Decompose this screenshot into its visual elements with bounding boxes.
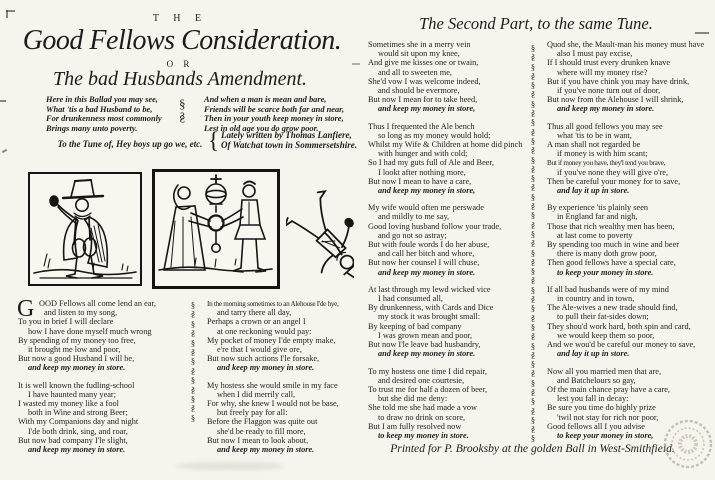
verse-line: to keep my money in store. (378, 430, 469, 440)
printer-ornament-icon: § (190, 365, 196, 376)
verse-line: By spending too much in wine and beer (547, 240, 680, 250)
verse-line: But now I mean to look about, (207, 435, 309, 445)
verse-line: if money is with him scant; (557, 149, 648, 159)
verse-line: to pull their fat-sides down; (557, 312, 649, 322)
verse-line: Be sure you time do highly prize (547, 403, 656, 413)
verse-line: and call her bitch and whore, (378, 249, 475, 259)
printer-ornament-icon: § (530, 52, 536, 63)
printer-ornament-icon: § (530, 126, 536, 137)
printer-ornament-icon: § (530, 303, 536, 314)
verse-line: lest you fall in decay: (557, 394, 629, 404)
printer-ornament-icon: § (190, 347, 196, 358)
printer-ornament-icon: § (530, 256, 536, 267)
printer-ornament-icon: § (190, 403, 196, 414)
verse-line: But now I mean for to take heed, (368, 95, 478, 105)
stanza (368, 40, 525, 114)
verse-line: A man shall not regarded be (547, 140, 641, 150)
stanza (207, 381, 355, 455)
verse-line: And give me kisses one or twain, (368, 58, 479, 68)
printer-ornament-icon: § (530, 266, 536, 277)
verse-line: My wife would often me perswade (368, 203, 484, 213)
printer-ornament-icon: § (530, 43, 536, 53)
verse-line: By drunkenness, with Cards and Dice (368, 303, 494, 313)
printer-ornament-icon: § (530, 191, 536, 202)
text-line: For drunkenness most commonly (46, 114, 162, 124)
verse-line: what 'tis to be in want, (557, 130, 632, 140)
verse-line: They shou'd work hard, both spin and card, (547, 321, 691, 331)
text-line: Brings many unto poverty. (46, 124, 138, 134)
part1-col1 (17, 296, 182, 462)
verse-line: Before the Flaggon was quite out (207, 417, 318, 427)
verse-line: Good loving husband follow your trade, (368, 221, 502, 231)
author-brace: { (208, 128, 220, 153)
verse-line: would sit upon my knee, (378, 49, 460, 59)
part2-col2 (547, 40, 715, 448)
verse-line: Thus I frequented the Ale bench (368, 121, 475, 131)
part2-column-divider-ornament (526, 44, 540, 444)
verse-line: OOD Fellows all come lend an ear, (39, 299, 156, 308)
printer-ornament-icon: § (530, 433, 536, 444)
verse-line: 'twil not stay for rich nor poor, (557, 412, 659, 422)
printer-ornament-icon: § (190, 375, 196, 386)
stanza (207, 299, 355, 373)
verse-line: and keep my money in store, (378, 104, 476, 114)
printer-ornament-icon: § (530, 108, 536, 119)
printer-ornament-icon: § (190, 328, 196, 339)
verse-line: By spending of my money too free, (18, 335, 136, 345)
printer-ornament-icon: § (530, 349, 536, 360)
verse-line: in country and in town, (557, 294, 635, 304)
verse-line: e're that I would give ore, (217, 345, 302, 355)
printer-ornament-icon: § (530, 275, 536, 286)
verse-line: But if money you have, they'l tend you brave, (547, 158, 666, 168)
verse-line: to keep your money in store. (557, 267, 654, 277)
printer-ornament-icon: § (530, 135, 536, 146)
verse-line: my stock it was brought small: (378, 312, 481, 322)
intro-quatrain-right (204, 95, 356, 134)
verse-line: and should be evermore, (378, 86, 460, 96)
printer-ornament-icon: § (530, 182, 536, 193)
printer-ornament-icon: § (530, 368, 536, 379)
woodcut-tumbling-man (286, 172, 354, 286)
part2-heading: The Second Part, to the same Tune. (419, 14, 653, 33)
verse-line: She told me she had made a vow (368, 403, 477, 413)
tune-line: To the Tune of, Hey boys up go we, etc. (57, 139, 203, 149)
verse-line: By experience 'tis plainly seen (547, 203, 649, 213)
verse-line: and keep my money in store. (557, 104, 655, 114)
printer-ornament-icon: § (530, 396, 536, 407)
printer-ornament-icon: § (179, 96, 186, 111)
printer-ornament-icon: § (190, 412, 196, 423)
verse-line: To trust me for half a dozen of beer, (368, 384, 488, 394)
stanza (547, 40, 715, 114)
scan-artifact (6, 10, 8, 18)
stanza (368, 122, 525, 196)
verse-line: I have haunted many year; (28, 389, 117, 399)
verse-line: Now all you married men that are, (547, 366, 662, 376)
printer-ornament-icon: § (530, 405, 536, 416)
verse-line: My hostess she would smile in my face (207, 380, 338, 390)
printer-ornament-icon: § (530, 331, 536, 342)
verse-line: She'd vow I was welcome indeed, (368, 76, 481, 86)
printer-ornament-icon: § (530, 238, 536, 249)
text-line: Friends will be scarce both far and near, (204, 104, 345, 114)
scan-smudge (175, 462, 285, 470)
woodcut-couple-holding-ring-under-orb (152, 169, 280, 289)
verse-line: and lay it up in store. (557, 349, 630, 359)
printer-ornament-icon: § (530, 154, 536, 165)
printer-ornament-icon: § (190, 394, 196, 405)
woodcut-man-in-hat-and-cape (28, 172, 142, 286)
verse-line: also I must pay excise, (557, 49, 633, 59)
verse-line: But now a good Husband I will be, (18, 354, 135, 364)
verse-line: but freely pay for all: (217, 408, 288, 418)
quatrain-brace-ornament (179, 97, 186, 123)
verse-line: when I did merrily call, (217, 389, 296, 399)
printer-ornament-icon: § (530, 163, 536, 174)
verse-line: and mildly to me say, (378, 212, 450, 222)
verse-line: I'de both drink, sing, and roar, (28, 426, 128, 436)
verse-line: So I had my guts full of Ale and Beer, (368, 158, 494, 168)
verse-line: both in Wine and strong Beer; (28, 408, 128, 418)
stanza (18, 381, 182, 455)
verse-line: To my hostess one time I did repair, (368, 366, 487, 376)
author-credit (221, 130, 357, 150)
printer-ornament-icon: § (530, 219, 536, 230)
verse-line: Thus all good fellows you may see (547, 121, 663, 131)
verse-line: But I am fully resolved now (368, 421, 462, 431)
verse-line: If I should trust every drunken knave (547, 58, 671, 68)
verse-line: But with foule words I do her abuse, (368, 240, 490, 250)
verse-line: and go not so astray; (378, 230, 447, 240)
verse-line: at one reckoning would pay: (217, 326, 312, 336)
verse-line: Of the main chance pray have a care, (547, 384, 670, 394)
verse-line: But now bad company I'le slight, (18, 435, 128, 445)
verse-line: But now her counsel I will chuse, (368, 258, 480, 268)
verse-line: Whilst my Wife & Children at home did pinch (368, 140, 523, 150)
verse-line: in England far and nigh, (557, 212, 638, 222)
verse-line: Quod she, the Mault-man his money must have (547, 40, 705, 49)
printer-ornament-icon: § (190, 318, 196, 329)
verse-line: I wasted my money like a fool (18, 399, 119, 409)
text-line: And when a man is mean and bare, (204, 95, 327, 104)
scan-artifact (2, 149, 7, 153)
scan-artifact (695, 32, 709, 34)
text-line: Of Watchat town in Sommersetshire. (221, 140, 357, 150)
printer-ornament-icon: § (530, 424, 536, 435)
page-subtitle: The bad Husbands Amendment. (52, 68, 308, 90)
verse-line: at last come to poverty (557, 230, 633, 240)
verse-line: But now I mean to have a care, (368, 176, 472, 186)
stanza (368, 285, 525, 359)
verse-line: By keeping of bad company (368, 321, 462, 331)
verse-line: With my Companions day and night (18, 417, 139, 427)
verse-line: Perhaps a crown or an angel I (207, 317, 306, 327)
verse-line: and all to sweeten me, (378, 67, 452, 77)
printer-ornament-icon: § (530, 321, 536, 332)
verse-line: The Ale-wives a new trade should find, (547, 303, 678, 313)
printer-ornament-icon: § (179, 109, 186, 124)
verse-line: Then be careful your money for to save, (547, 176, 681, 186)
embossed-library-stamp (662, 414, 714, 474)
verse-line: and keep my money in store. (378, 267, 476, 277)
verse-line: she'd be ready to fill more, (217, 426, 306, 436)
printer-ornament-icon: § (530, 247, 536, 258)
text-line: Here in this Ballad you may see, (46, 95, 158, 104)
printer-ornament-icon: § (530, 117, 536, 128)
verse-line: If all bad husbands were of my mind (547, 284, 669, 294)
verse-line: to keep your money in store, (557, 430, 654, 440)
printer-ornament-icon: § (530, 80, 536, 91)
printer-ornament-icon: § (530, 312, 536, 323)
verse-line: For why, she knew I would not be base, (207, 399, 339, 409)
verse-line: and desired one courtesie, (378, 375, 465, 385)
verse-line: with hunger and with cold; (378, 149, 468, 159)
printer-ornament-icon: § (530, 61, 536, 72)
printer-ornament-icon: § (530, 386, 536, 397)
printer-ornament-icon: § (530, 340, 536, 351)
verse-line: But now from the Alehouse I will shrink, (547, 95, 684, 105)
verse-line: and Batchelours so gay, (557, 375, 636, 385)
verse-line: Good fellows all I you advise (547, 421, 645, 431)
text-line: Lately written by Thomas Lanfiere, (221, 130, 352, 140)
verse-line: we would keep them so poor, (557, 330, 655, 340)
verse-line: and keep my money in store. (28, 363, 126, 373)
intro-quatrain-left (46, 95, 186, 134)
verse-line: and keep my money in store. (217, 445, 315, 455)
verse-line: I had consumed all, (378, 294, 443, 304)
verse-line: how I have done myself much wrong (28, 326, 152, 336)
stanza (368, 203, 525, 277)
printer-ornament-icon: § (190, 337, 196, 348)
imprint-line: Printed for P. Brooksby at the golden Ball in West-Smithfield. (390, 442, 675, 455)
part2-col1 (368, 40, 525, 448)
verse-line: But now such actions I'le forsake, (207, 354, 320, 364)
part1-column-divider-ornament (186, 301, 200, 423)
printer-ornament-icon: § (530, 70, 536, 81)
printer-ornament-icon: § (530, 201, 536, 212)
stanza (547, 203, 715, 277)
verse-line: and keep my money in store. (378, 349, 476, 359)
masthead-the: T H E (152, 13, 208, 24)
verse-line: In the morning sometimes to an Alehouse I'de hye, (207, 299, 339, 308)
stanza (547, 122, 715, 196)
scan-artifact (0, 100, 6, 102)
page-title: Good Fellows Consideration. (22, 25, 342, 56)
verse-line: if you've none they will give o're, (557, 167, 669, 177)
verse-line: Sometimes she in a merry vein (368, 40, 471, 49)
verse-line: and listen to my song, (44, 308, 118, 318)
verse-line: I lookt after nothing more, (378, 167, 466, 177)
verse-line: To you in brief I will declare (18, 317, 114, 327)
verse-line: I was grown mean and poor, (378, 330, 473, 340)
verse-line: there is many doth grow poor, (557, 249, 657, 259)
verse-line: where will my money rise? (557, 67, 648, 77)
verse-line: But now I'le leave bad husbandry, (368, 340, 481, 350)
masthead-or: O R (166, 59, 194, 69)
stanza (547, 285, 715, 359)
verse-line: And we wou'd be careful our money to save, (547, 340, 696, 350)
text-line: Then in your youth keep money in store, (204, 114, 344, 124)
printer-ornament-icon: § (530, 377, 536, 388)
printer-ornament-icon: § (530, 98, 536, 109)
printer-ornament-icon: § (530, 414, 536, 425)
printer-ornament-icon: § (530, 228, 536, 239)
printer-ornament-icon: § (530, 173, 536, 184)
verse-line: Then good fellows have a special care, (547, 258, 676, 268)
printer-ornament-icon: § (530, 294, 536, 305)
printer-ornament-icon: § (530, 359, 536, 370)
verse-line: so long as my money would hold; (378, 130, 491, 140)
printer-ornament-icon: § (530, 210, 536, 221)
verse-line: and keep my money in store. (217, 363, 315, 373)
text-line: What 'tis a bad Husband to be, (46, 104, 153, 114)
verse-line: but she did me deny: (378, 394, 448, 404)
verse-line: My pocket of money I'de empty make, (207, 335, 336, 345)
text-line: Lest in old age you do grow poor. (204, 124, 319, 134)
dropcap-initial: G (17, 296, 35, 322)
verse-line: Those that rich wealthy men has been, (547, 221, 675, 231)
verse-line: it brought me low and poor, (28, 345, 121, 355)
printer-ornament-icon: § (190, 384, 196, 395)
printer-ornament-icon: § (530, 89, 536, 100)
verse-line: and lay it up in store. (557, 186, 630, 196)
printer-ornament-icon: § (190, 309, 196, 320)
verse-line: to draw no drink on score, (378, 412, 466, 422)
printer-ornament-icon: § (190, 300, 196, 310)
verse-line: and tarry there all day, (217, 308, 292, 318)
verse-line: and keep my money in store. (28, 445, 126, 455)
stanza (17, 296, 182, 373)
scan-artifact (352, 63, 360, 65)
part1-col2 (207, 299, 355, 462)
verse-line: and keep my money in store, (378, 186, 476, 196)
verse-line: At last through my lewd wicked vice (368, 284, 491, 294)
printer-ornament-icon: § (190, 356, 196, 367)
verse-line: But if you have chink you may have drink, (547, 76, 690, 86)
verse-line: It is well known the fudling-school (18, 380, 135, 390)
printer-ornament-icon: § (530, 145, 536, 156)
printer-ornament-icon: § (530, 284, 536, 295)
stanza (368, 367, 525, 441)
verse-line: if you've none turn out of door, (557, 86, 661, 96)
